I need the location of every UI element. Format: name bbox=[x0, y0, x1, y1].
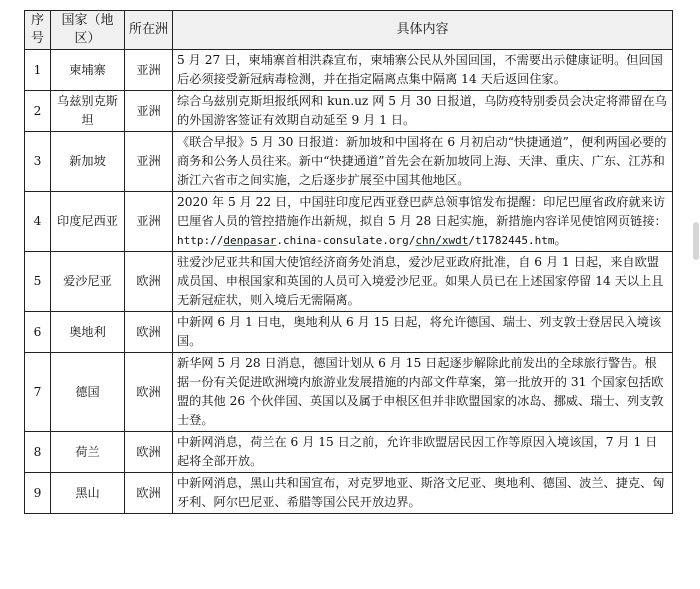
cell-continent: 欧洲 bbox=[125, 312, 173, 353]
cell-continent: 亚洲 bbox=[125, 192, 173, 252]
cell-content bbox=[173, 192, 673, 252]
table-row bbox=[25, 353, 673, 432]
cell-content: 中新网消息，荷兰在 6 月 15 日之前，允许非欧盟居民因工作等原因入境该国，7 月 1 日起将全部开放。 bbox=[173, 432, 673, 473]
cell-country: 新加坡 bbox=[51, 132, 125, 192]
table-row bbox=[25, 432, 673, 473]
header-content: 具体内容 bbox=[173, 11, 673, 50]
url-end: 。 bbox=[554, 233, 567, 247]
cell-country: 柬埔寨 bbox=[51, 50, 125, 91]
table-row bbox=[25, 473, 673, 514]
cell-continent: 欧洲 bbox=[125, 353, 173, 432]
cell-content: 新华网 5 月 28 日消息，德国计划从 6 月 15 日起逐步解除此前发出的全球旅行警告。根据一份有关促进欧洲境内旅游业发展措施的内部文件草案，第一批放开的 31 个国家包括欧盟的其他 26 个伙伴国、英国以及属于申根区但并非欧盟国家的冰岛、挪威、瑞士、列支敦士登。 bbox=[173, 353, 673, 432]
cell-index: 9 bbox=[25, 473, 51, 514]
url-host-link[interactable]: denpasar bbox=[223, 234, 277, 247]
cell-continent: 欧洲 bbox=[125, 473, 173, 514]
table-row bbox=[25, 50, 673, 91]
cell-index: 4 bbox=[25, 192, 51, 252]
cell-country: 印度尼西亚 bbox=[51, 192, 125, 252]
cell-continent: 亚洲 bbox=[125, 50, 173, 91]
table-row bbox=[25, 192, 673, 252]
cell-index: 3 bbox=[25, 132, 51, 192]
cell-continent: 亚洲 bbox=[125, 91, 173, 132]
table-row bbox=[25, 252, 673, 312]
cell-country: 德国 bbox=[51, 353, 125, 432]
consulate-url[interactable] bbox=[177, 234, 555, 247]
document-page bbox=[24, 10, 672, 514]
scrollbar-thumb[interactable] bbox=[693, 222, 699, 260]
cell-country: 乌兹别克斯坦 bbox=[51, 91, 125, 132]
header-country: 国家（地区） bbox=[51, 11, 125, 50]
vertical-scrollbar[interactable] bbox=[691, 0, 700, 589]
cell-content: 中新网 6 月 1 日电，奥地利从 6 月 15 日起，将允许德国、瑞士、列支敦士登居民入境该国。 bbox=[173, 312, 673, 353]
cell-continent: 欧洲 bbox=[125, 252, 173, 312]
cell-country: 爱沙尼亚 bbox=[51, 252, 125, 312]
table-row bbox=[25, 91, 673, 132]
url-prefix: http:// bbox=[177, 234, 224, 247]
header-index: 序号 bbox=[25, 11, 51, 50]
cell-country: 荷兰 bbox=[51, 432, 125, 473]
cell-country: 黑山 bbox=[51, 473, 125, 514]
url-path-link[interactable]: chn/xwdt bbox=[415, 234, 469, 247]
url-mid: .china-consulate.org/ bbox=[276, 234, 416, 247]
cell-content: 5 月 27 日，柬埔寨首相洪森宣布，柬埔寨公民从外国回国，不需要出示健康证明。但回国后必须接受新冠病毒检测，并在指定隔离点集中隔离 14 天后返回住家。 bbox=[173, 50, 673, 91]
cell-content: 《联合早报》5 月 30 日报道：新加坡和中国将在 6 月初启动“快捷通道”，便利两国必要的商务和公务人员往来。新中“快捷通道”首先会在新加坡同上海、天津、重庆、广东、江苏和浙江六省市之间实施，之后逐步扩展至中国其他地区。 bbox=[173, 132, 673, 192]
policy-table bbox=[24, 10, 673, 514]
cell-content: 中新网消息，黑山共和国宣布，对克罗地亚、斯洛文尼亚、奥地利、德国、波兰、捷克、匈牙利、阿尔巴尼亚、希腊等国公民开放边界。 bbox=[173, 473, 673, 514]
header-continent: 所在洲 bbox=[125, 11, 173, 50]
table-row bbox=[25, 132, 673, 192]
table-header-row bbox=[25, 11, 673, 50]
cell-index: 6 bbox=[25, 312, 51, 353]
cell-index: 8 bbox=[25, 432, 51, 473]
cell-index: 5 bbox=[25, 252, 51, 312]
cell-continent: 欧洲 bbox=[125, 432, 173, 473]
cell-index: 1 bbox=[25, 50, 51, 91]
cell-index: 2 bbox=[25, 91, 51, 132]
cell-index: 7 bbox=[25, 353, 51, 432]
url-suffix: /t1782445.htm bbox=[468, 234, 555, 247]
cell-continent: 亚洲 bbox=[125, 132, 173, 192]
table-row bbox=[25, 312, 673, 353]
content-text: 2020 年 5 月 22 日，中国驻印度尼西亚登巴萨总领事馆发布提醒：印尼巴厘省政府就来访巴厘省人员的管控措施作出新规，拟自 5 月 28 日起实施，新措施内容详见使馆网页链接： bbox=[177, 195, 667, 228]
cell-content: 驻爱沙尼亚共和国大使馆经济商务处消息，爱沙尼亚政府批准，自 6 月 1 日起，来自欧盟成员国、申根国家和英国的人员可入境爱沙尼亚。如果人员已在上述国家停留 14 天以上且无新冠症状，则入境后无需隔离。 bbox=[173, 252, 673, 312]
cell-content: 综合乌兹别克斯坦报纸网和 kun.uz 网 5 月 30 日报道，乌防疫特别委员会决定将滞留在乌的外国游客签证有效期自动延至 9 月 1 日。 bbox=[173, 91, 673, 132]
cell-country: 奥地利 bbox=[51, 312, 125, 353]
